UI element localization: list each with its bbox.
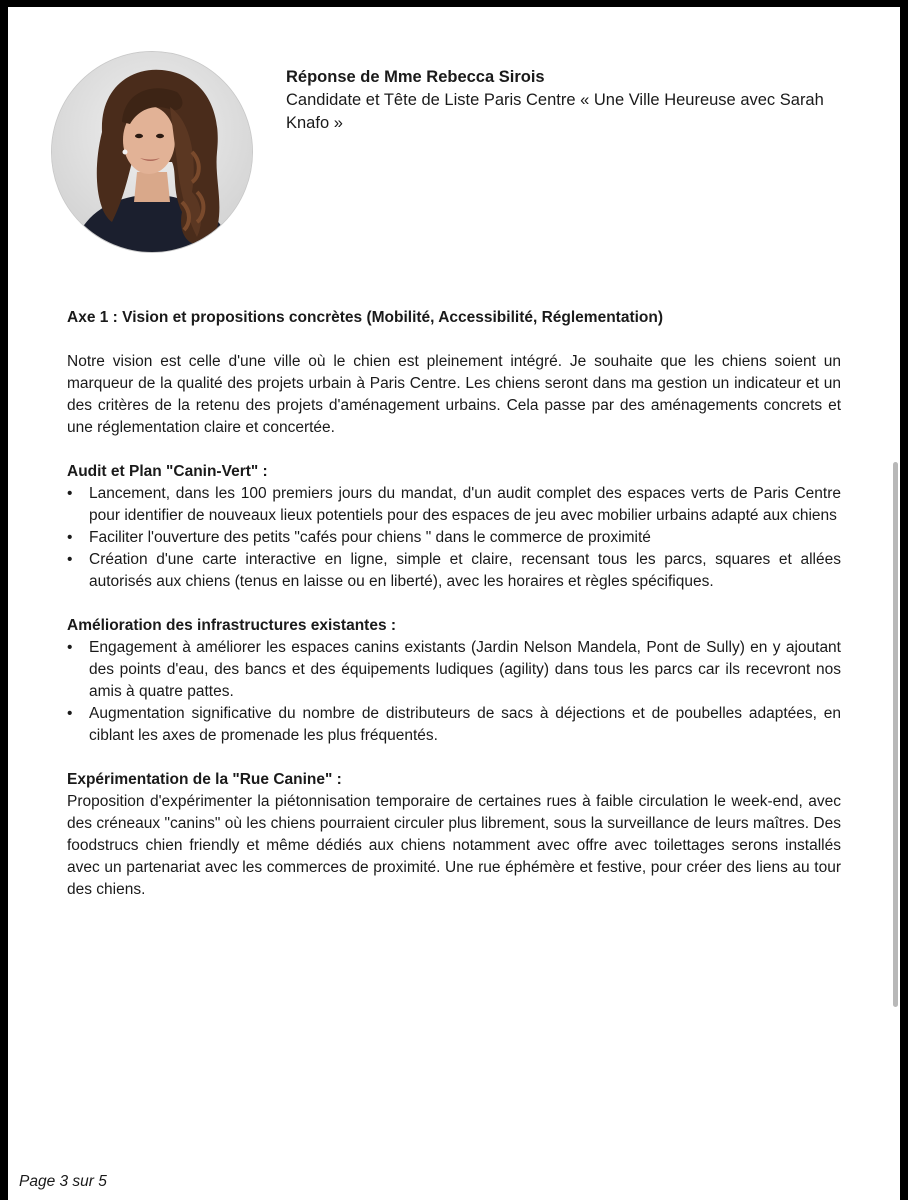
candidate-name: Réponse de Mme Rebecca Sirois <box>286 68 545 86</box>
bullet-icon: • <box>67 485 73 502</box>
intro-paragraph: Notre vision est celle d'une ville où le chien est pleinement intégré. Je souhaite que les chiens soient un marqueur de la qualité des projets urbain à Paris Centre. Les chiens seront dans ma gestion un indicateur et un des critères de la retenu des projets d'aménagement urbains. Cela passe par des aménagements concrets et une réglementation claire et concertée. <box>67 353 841 436</box>
list-item: • Lancement, dans les 100 premiers jours du mandat, d'un audit complet des espaces verts de Paris Centre pour identifier de nouveaux lieux potentiels pour des espaces de jeu avec mobilier urbains adapté aux chiens <box>67 485 841 524</box>
section-title-rue-canine: Expérimentation de la "Rue Canine" : <box>67 771 342 788</box>
infrastructures-bullet-list <box>67 637 841 747</box>
bullet-icon: • <box>67 705 73 722</box>
page-number: Page 3 sur 5 <box>19 1173 107 1190</box>
list-item: • Augmentation significative du nombre de distributeurs de sacs à déjections et de poubelles adaptées, en ciblant les axes de promenade les plus fréquentés. <box>67 705 841 744</box>
rue-canine-paragraph: Proposition d'expérimenter la piétonnisation temporaire de certaines rues à faible circulation le week-end, avec des créneaux "canins" où les chiens pourraient circuler plus librement, sous la surveillance de leurs maîtres. Des foodstrucs chien friendly et même dédiés aux chiens notamment avec offre avec toilettages serons installés avec un partenariat avec les commerces de proximité. Une rue éphémère et festive, pour créer des liens au tour des chiens. <box>67 793 841 898</box>
document-body <box>67 307 841 901</box>
section-title-infrastructures: Amélioration des infrastructures existantes : <box>67 617 397 634</box>
document-page <box>8 7 900 1200</box>
bullet-icon: • <box>67 551 73 568</box>
candidate-subtitle: Candidate et Tête de Liste Paris Centre « Une Ville Heureuse avec Sarah Knafo » <box>286 91 824 132</box>
section-title-audit: Audit et Plan "Canin-Vert" : <box>67 463 268 480</box>
bullet-icon: • <box>67 529 73 546</box>
portrait-image <box>52 52 252 252</box>
list-item: • Engagement à améliorer les espaces canins existants (Jardin Nelson Mandela, Pont de Sully) en y ajoutant des points d'eau, des bancs et des équipements ludiques (agility) dans tous les parcs car ils recevront nos amis à quatre pattes. <box>67 639 841 700</box>
bullet-icon: • <box>67 639 73 656</box>
audit-bullet-list <box>67 483 841 593</box>
axis-title: Axe 1 : Vision et propositions concrètes (Mobilité, Accessibilité, Réglementation) <box>67 309 664 326</box>
candidate-header <box>286 66 846 135</box>
list-item: • Faciliter l'ouverture des petits "cafés pour chiens " dans le commerce de proximité <box>67 527 841 549</box>
list-item: • Création d'une carte interactive en ligne, simple et claire, recensant tous les parcs, squares et allées autorisés aux chiens (tenus en laisse ou en liberté), avec les horaires et règles spécifiques. <box>67 551 841 590</box>
candidate-portrait <box>51 51 253 253</box>
scrollbar-thumb[interactable] <box>893 462 898 1007</box>
